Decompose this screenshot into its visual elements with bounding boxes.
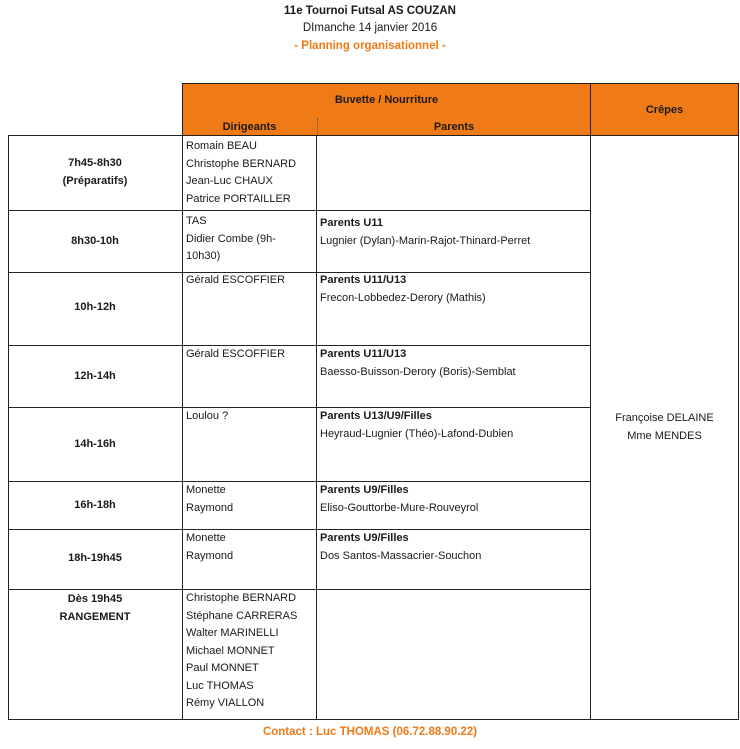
dirigeant-name: Michael MONNET (186, 644, 275, 657)
event-date: DImanche 14 janvier 2016 (302, 22, 438, 34)
dirigeant-name: Didier Combe (9h- (186, 232, 276, 245)
dirigeant-name: Patrice PORTAILLER (186, 192, 291, 205)
document-title: 11e Tournoi Futsal AS COUZAN (284, 5, 456, 17)
crepes-volunteer: Mme MENDES (627, 429, 702, 442)
parents-cell (320, 482, 478, 517)
parents-names: Frecon-Lobbedez-Derory (Mathis) (320, 291, 486, 304)
dirigeant-name: Monette (186, 532, 226, 544)
parents-cell (320, 530, 481, 565)
dirigeant-name: Raymond (186, 501, 234, 514)
time-slot-line: 7h45-8h30 (68, 157, 122, 169)
time-slot: 14h-16h (74, 438, 116, 450)
parents-cell (320, 408, 513, 443)
time-slot: 16h-18h (74, 499, 116, 511)
dirigeant-name: Christophe BERNARD (186, 592, 297, 604)
dirigeant-name: Raymond (186, 549, 234, 562)
dirigeants-cell (186, 408, 228, 426)
dirigeant-name: Romain BEAU (186, 140, 257, 152)
parents-names: Dos Santos-Massacrier-Souchon (320, 549, 482, 562)
contact-footer: Contact : Luc THOMAS (06.72.88.90.22) (262, 726, 478, 738)
dirigeants-cell (186, 346, 285, 364)
time-slot: 12h-14h (74, 370, 116, 382)
parents-group: Parents U9/Filles (320, 484, 409, 496)
dirigeant-name: Gérald ESCOFFIER (186, 274, 286, 286)
dirigeants-cell (186, 213, 276, 266)
dirigeant-name: Loulou ? (186, 410, 229, 422)
time-slot-line: (Préparatifs) (62, 174, 128, 187)
header-dirigeants-label: Dirigeants (222, 121, 277, 133)
time-slot (8, 591, 182, 626)
dirigeants-cell (186, 482, 233, 517)
dirigeants-cell (186, 530, 233, 565)
parents-cell (320, 346, 516, 381)
time-slot: 10h-12h (74, 301, 116, 313)
parents-cell (320, 215, 530, 250)
parents-group: Parents U11/U13 (320, 274, 407, 286)
row-divider (8, 210, 590, 211)
parents-group: Parents U13/U9/Filles (320, 410, 432, 422)
parents-group: Parents U11/U13 (320, 348, 407, 360)
dirigeant-name: TAS (186, 215, 207, 227)
header-dotted-divider (317, 118, 318, 136)
row-divider (8, 272, 590, 273)
col-divider-time (182, 135, 183, 720)
crepes-cell (590, 410, 739, 445)
time-slot: 18h-19h45 (68, 552, 122, 564)
row-divider (8, 529, 590, 530)
dirigeant-name: Stéphane CARRERAS (186, 609, 298, 622)
row-divider (8, 481, 590, 482)
time-slot: 8h30-10h (71, 235, 119, 247)
dirigeant-name: Christophe BERNARD (186, 157, 297, 170)
crepes-volunteer: Françoise DELAINE (615, 412, 714, 424)
parents-names: Eliso-Gouttorbe-Mure-Rouveyrol (320, 501, 479, 514)
dirigeants-cell (186, 138, 296, 208)
dirigeants-cell (186, 272, 285, 290)
dirigeant-name: 10h30) (186, 250, 221, 262)
col-divider-dirigeants (316, 135, 317, 720)
header-buvette-label: Buvette / Nourriture (334, 94, 439, 106)
parents-cell (320, 272, 486, 307)
dirigeant-name: Luc THOMAS (186, 679, 254, 692)
dirigeant-name: Monette (186, 484, 226, 496)
parents-group: Parents U9/Filles (320, 532, 409, 544)
parents-names: Lugnier (Dylan)-Marin-Rajot-Thinard-Perret (320, 234, 531, 247)
parents-names: Heyraud-Lugnier (Théo)-Lafond-Dubien (320, 427, 514, 440)
time-slot-line: Dès 19h45 (67, 593, 123, 605)
dirigeant-name: Jean-Luc CHAUX (186, 175, 273, 187)
dirigeant-name: Rémy VIALLON (186, 697, 265, 709)
document-subtitle: - Planning organisationnel - (294, 40, 446, 52)
dirigeant-name: Gérald ESCOFFIER (186, 348, 286, 360)
row-divider (8, 589, 590, 590)
header-parents-label: Parents (433, 121, 475, 133)
parents-group: Parents U11 (320, 217, 383, 229)
dirigeants-cell (186, 590, 297, 713)
dirigeant-name: Paul MONNET (186, 662, 259, 674)
time-slot (8, 155, 182, 190)
time-slot-line: RANGEMENT (59, 610, 131, 623)
dirigeant-name: Walter MARINELLI (186, 627, 279, 639)
header-crepes-label: Crêpes (645, 104, 684, 116)
parents-names: Baesso-Buisson-Derory (Boris)-Semblat (320, 365, 516, 378)
